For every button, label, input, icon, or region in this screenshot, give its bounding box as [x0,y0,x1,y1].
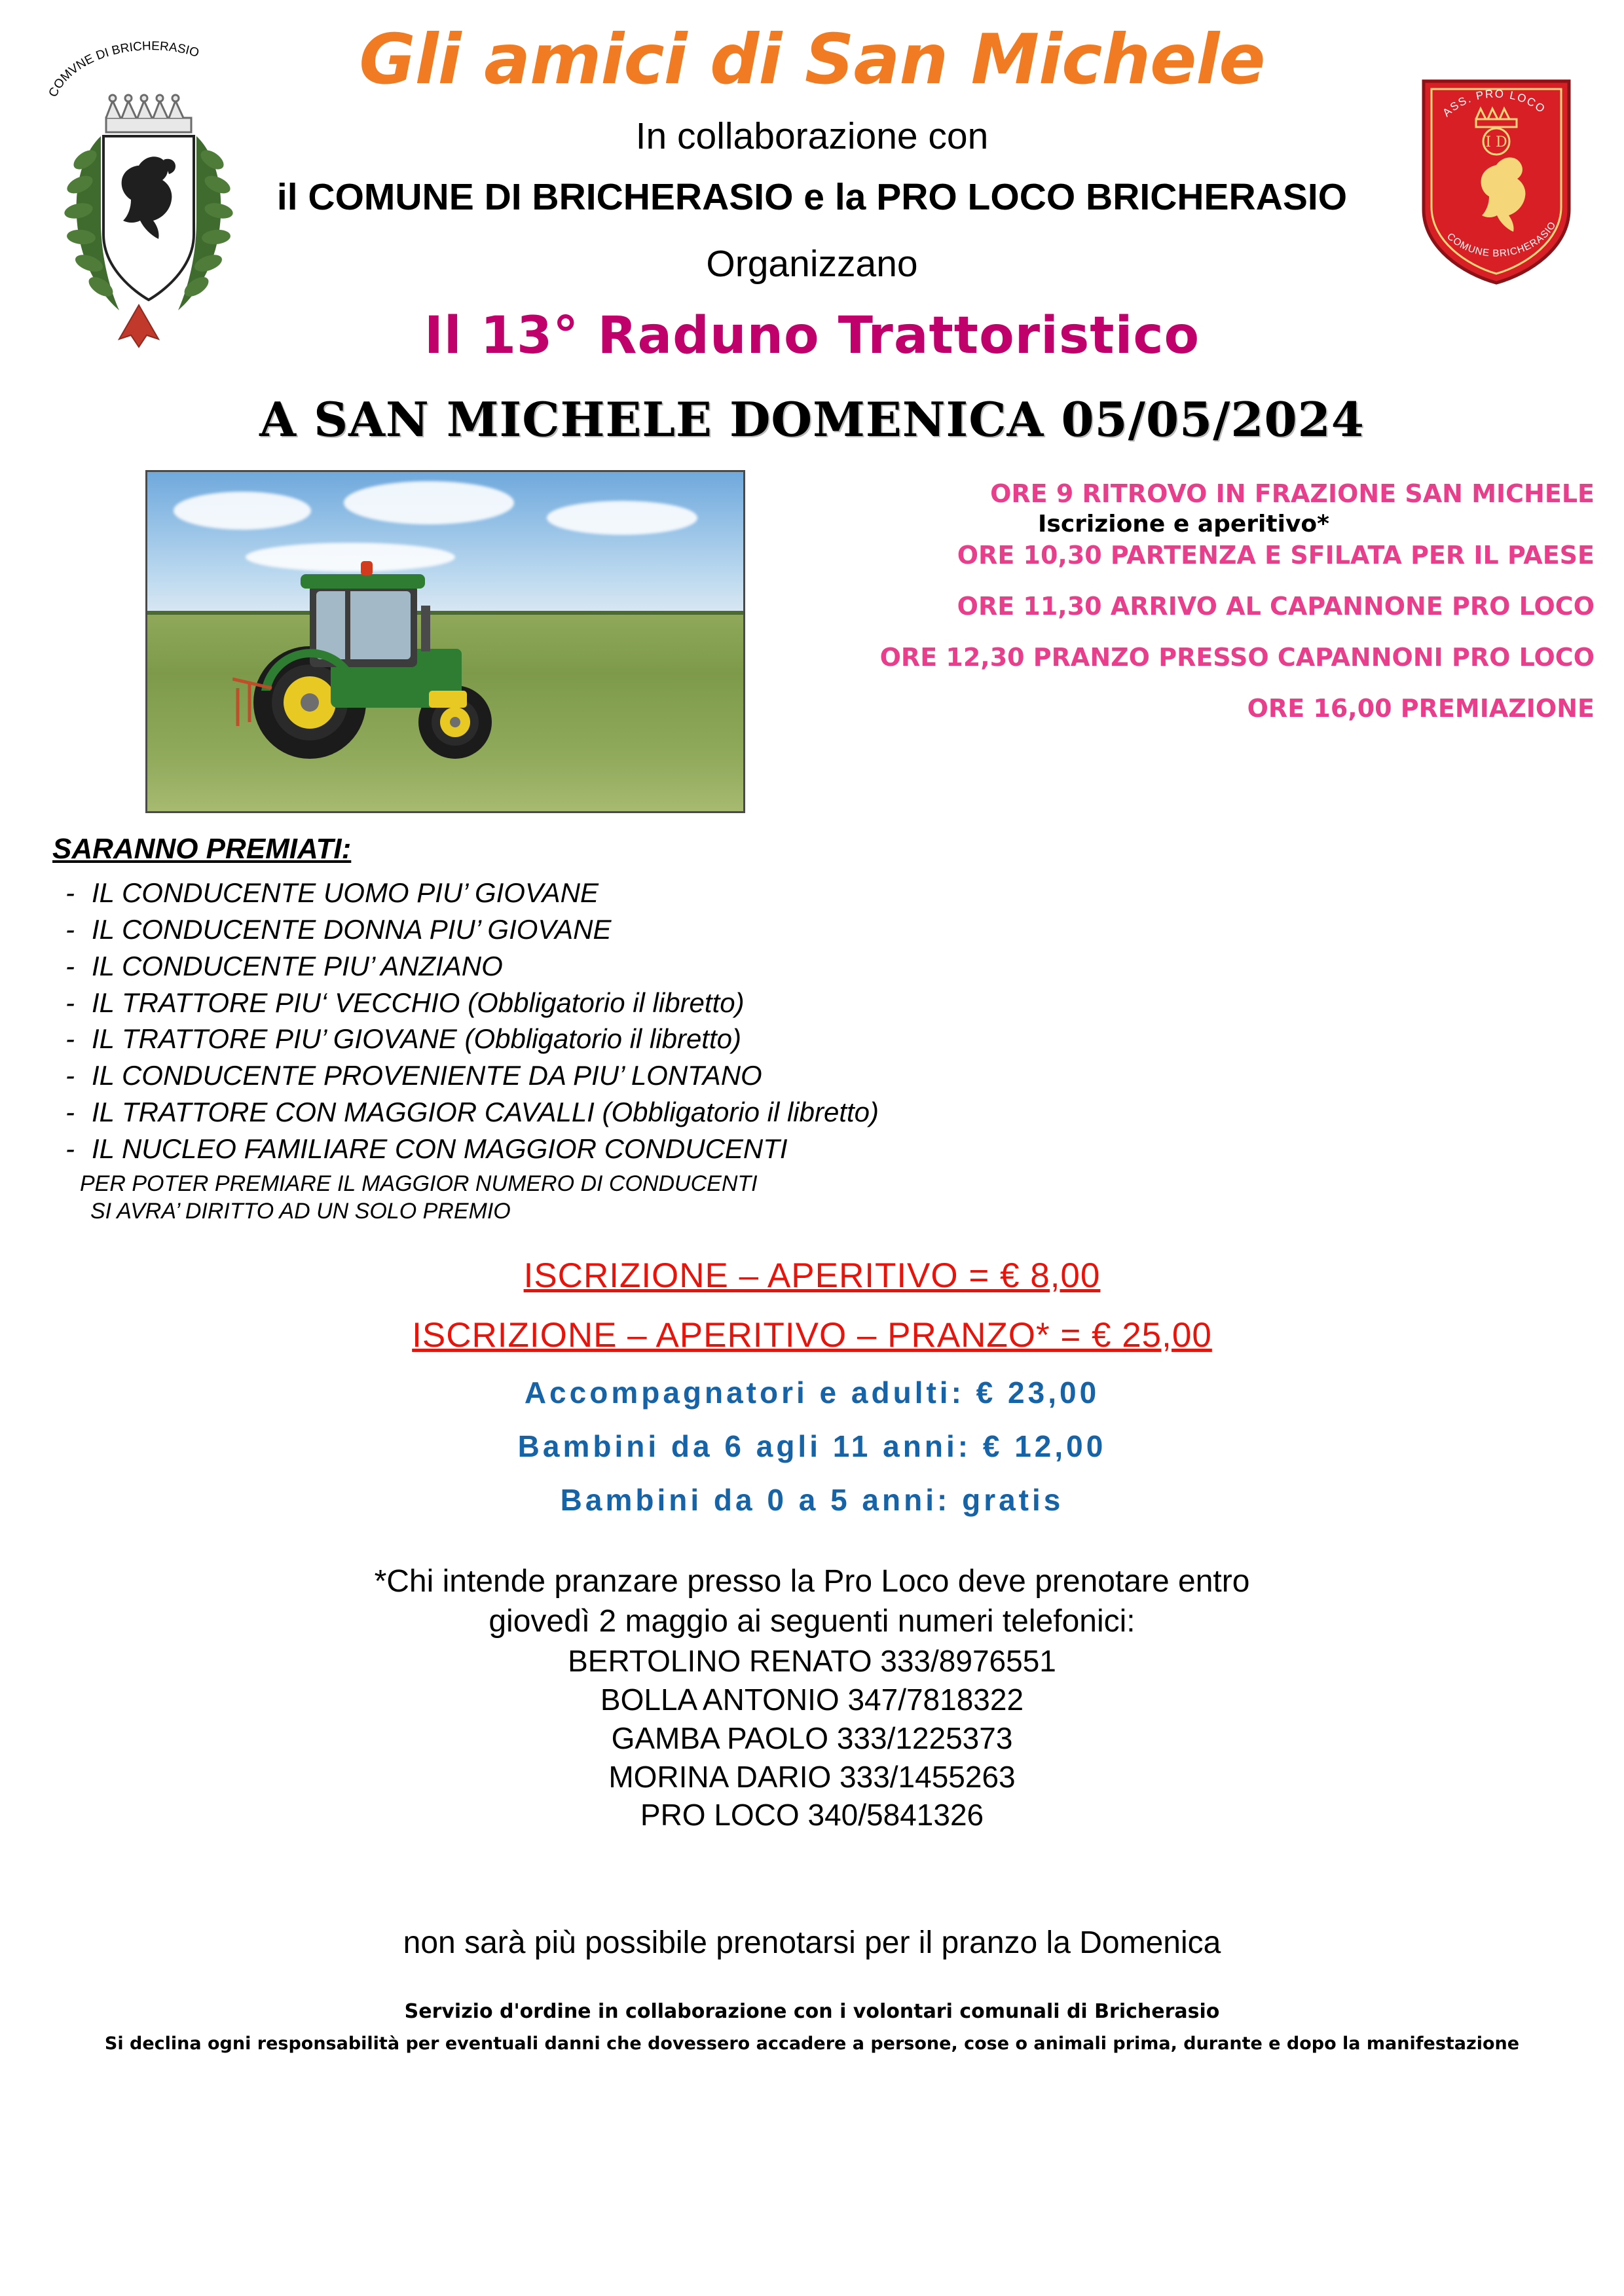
poster-footer [0,2000,1624,2054]
price-adults: Accompagnatori e adulti: € 23,00 [524,1376,1100,1410]
awards-section [52,833,1362,1226]
booking-intro-line1: *Chi intende pranzare presso la Pro Loco deve prenotare entro [374,1564,1250,1599]
list-item: - IL TRATTORE PIU‘ VECCHIO (Obbligatorio il libretto) [92,985,1362,1021]
list-item: - IL TRATTORE CON MAGGIOR CAVALLI (Obbligatorio il libretto) [92,1094,1362,1131]
footer-disclaimer: Si declina ogni responsabilità per eventuali danni che dovessero accadere a persone, cose o animali prima, durante e dopo la manifestazione [104,2033,1520,2054]
organization-title: Gli amici di San Michele [359,20,1265,100]
price-registration-aperitif-lunch: ISCRIZIONE – APERITIVO – PRANZO* = € 25,00 [412,1316,1212,1355]
contact-bolla-antonio: BOLLA ANTONIO 347/7818322 [600,1682,1024,1717]
list-item: - IL NUCLEO FAMILIARE CON MAGGIOR CONDUCENTI [92,1131,1362,1167]
contact-morina-dario: MORINA DARIO 333/1455263 [608,1759,1016,1794]
price-registration-aperitif: ISCRIZIONE – APERITIVO = € 8,00 [523,1256,1101,1295]
awards-list [52,875,1362,1167]
svg-text:COMUNE BRICHERASIO: COMUNE BRICHERASIO [1445,219,1559,259]
awards-note [52,1170,1362,1226]
schedule-item: ORE 9 RITROVO IN FRAZIONE SAN MICHELE [990,479,1595,508]
event-schedule [773,481,1595,747]
event-date: A SAN MICHELE DOMENICA 05/05/2024 [259,392,1365,447]
awards-note-line1: PER POTER PREMIARE IL MAGGIOR NUMERO DI CONDUCENTI [80,1171,758,1196]
svg-text:COMVNE DI BRICHERASIO: COMVNE DI BRICHERASIO [46,39,201,100]
footer-service-note: Servizio d'ordine in collaborazione con i volontari comunali di Bricherasio [404,2000,1220,2023]
list-item: - IL TRATTORE PIU’ GIOVANE (Obbligatorio il libretto) [92,1021,1362,1057]
awards-note-line2: SI AVRA’ DIRITTO AD UN SOLO PREMIO [90,1199,511,1224]
list-item: - IL CONDUCENTE PIU’ ANZIANO [92,948,1362,985]
contact-pro-loco: PRO LOCO 340/5841326 [640,1798,984,1832]
schedule-item: ORE 16,00 PREMIAZIONE [1247,694,1595,723]
photo-cloud [344,481,514,524]
contact-gamba-paolo: GAMBA PAOLO 333/1225373 [611,1721,1013,1755]
price-children-0-5: Bambini da 0 a 5 anni: gratis [560,1483,1064,1517]
organize-line: Organizzano [706,243,918,285]
svg-text:I D: I D [1485,134,1507,151]
list-item: - IL CONDUCENTE DONNA PIU’ GIOVANE [92,911,1362,948]
svg-text:ASS. PRO LOCO: ASS. PRO LOCO [1440,87,1549,120]
schedule-item: ORE 12,30 PRANZO PRESSO CAPANNONI PRO LOCO [879,643,1595,672]
tractor-illustration [232,551,547,767]
contact-bertolino-renato: BERTOLINO RENATO 333/8976551 [568,1643,1056,1678]
schedule-item: Iscrizione e aperitivo* [1038,511,1329,538]
booking-section [0,1561,1624,1834]
awards-title: SARANNO PREMIATI: [52,833,352,865]
photo-cloud [174,492,311,530]
collaboration-line: In collaborazione con [635,115,989,157]
list-item: - IL CONDUCENTE PROVENIENTE DA PIU’ LONTANO [92,1057,1362,1094]
schedule-item: ORE 11,30 ARRIVO AL CAPANNONE PRO LOCO [957,592,1595,621]
partners-line: il COMUNE DI BRICHERASIO e la PRO LOCO BRICHERASIO [276,176,1348,218]
tractor-photo [145,470,745,813]
price-children-6-11: Bambini da 6 agli 11 anni: € 12,00 [517,1429,1107,1463]
event-title: Il 13° Raduno Trattoristico [424,306,1200,365]
poster-header [0,0,1624,452]
booking-intro-line2: giovedì 2 maggio ai seguenti numeri telefonici: [489,1604,1135,1639]
photo-cloud [547,501,697,535]
schedule-item: ORE 10,30 PARTENZA E SFILATA PER IL PAESE [957,541,1595,570]
pricing-section [0,1256,1624,1536]
list-item: - IL CONDUCENTE UOMO PIU’ GIOVANE [92,875,1362,911]
booking-closing-note: non sarà più possibile prenotarsi per il pranzo la Domenica [403,1925,1221,1960]
